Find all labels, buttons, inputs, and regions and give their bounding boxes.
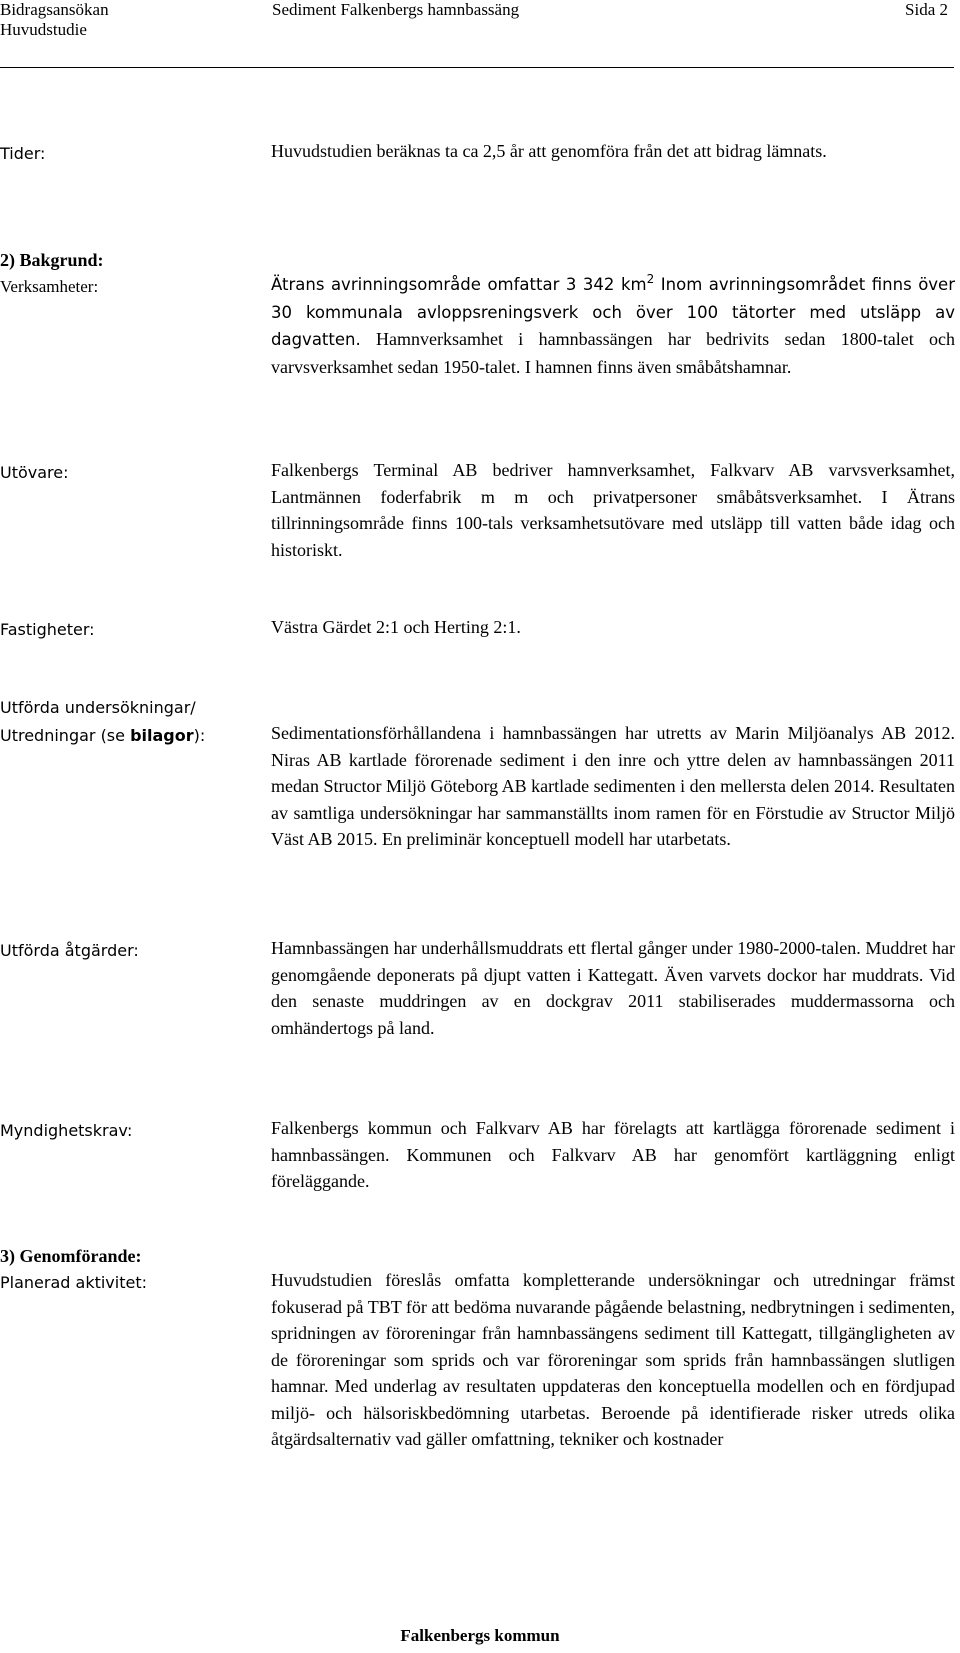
atgarder-label: Utförda åtgärder: (0, 941, 139, 960)
header-study-type: Huvudstudie (0, 20, 87, 39)
genomforande-heading: 3) Genomförande: (0, 1246, 142, 1266)
tider-label: Tider: (0, 144, 46, 163)
undersokningar-text: Sedimentationsförhållandena i hamnbassängen har utretts av Marin Miljöanalys AB 2012. Niras AB kartlade förorenade sediment i den inre och yttre delen av hamnbassängen 2011 medan Structor Miljö Göteborg AB kartlade sedimenten i den mellersta delen 2014. Resultaten av samtliga undersökningar har sammanställts inom ramen för en Förstudie av Structor Miljö Väst AB 2015. En preliminär konceptuell modell har utarbetats. (271, 723, 956, 849)
undersokningar-label-part1: Utredningar (se (0, 726, 131, 745)
tider-text: Huvudstudien beräknas ta ca 2,5 år att genomföra från det att bidrag lämnats. (271, 141, 827, 161)
km-superscript: 2 (646, 272, 655, 286)
header-document-title: Sediment Falkenbergs hamnbassäng (272, 0, 520, 19)
page-header (0, 0, 960, 40)
undersokningar-label-line1: Utförda undersökningar/ (0, 698, 196, 717)
fastigheter-text: Västra Gärdet 2:1 och Herting 2:1. (271, 617, 521, 637)
verksamheter-text-part3: Hamnverksamhet i hamnbassängen har bedrivits sedan 1800-talet och varvsverksamhet sedan 1950-talet. I hamnen finns även småbåtshamnar. (271, 329, 955, 377)
undersokningar-label-line2 (0, 722, 205, 749)
undersokningar-label-part2: ): (193, 726, 206, 745)
utovare-label: Utövare: (0, 463, 69, 482)
verksamheter-text (271, 271, 955, 380)
myndighetskrav-label: Myndighetskrav: (0, 1121, 133, 1140)
verksamheter-label: Verksamheter: (0, 277, 99, 296)
atgarder-text: Hamnbassängen har underhållsmuddrats ett flertal gånger under 1980-2000-talen. Muddret har genomgående deponerats på djupt vatten i Kattegatt. Även varvets dockor har muddrats. Vid den senaste muddringen av en dockgrav 2011 stabiliserades muddermassorna och omhändertogs på land. (271, 938, 955, 1038)
header-page-number: Sida 2 (905, 0, 948, 19)
bilagor-bold: bilagor (130, 726, 194, 745)
page-footer: Falkenbergs kommun (400, 1626, 560, 1645)
fastigheter-label: Fastigheter: (0, 620, 95, 639)
myndighetskrav-text: Falkenbergs kommun och Falkvarv AB har förelagts att kartlägga förorenade sediment i hamnbassängen. Kommunen och Falkvarv AB har genomfört kartläggning enligt föreläggande. (271, 1118, 955, 1191)
utovare-text: Falkenbergs Terminal AB bedriver hamnverksamhet, Falkvarv AB varvsverksamhet, Lantmännen foderfabrik m m och privatpersoner småbåtsverksamhet. I Ätrans tillrinningsområde finns 100-tals verksamhetsutövare med utsläpp till vatten både idag och historiskt. (271, 460, 955, 560)
bakgrund-heading: 2) Bakgrund: (0, 250, 104, 270)
planerad-aktivitet-label: Planerad aktivitet: (0, 1273, 147, 1292)
verksamheter-text-part2: Inom avrinningsområdet finns över 30 kommunala avloppsreningsverk och över 100 tätorter med utsläpp av dagvatten. (271, 275, 955, 349)
header-divider (0, 67, 954, 68)
verksamheter-text-part1: Ätrans avrinningsområde omfattar 3 342 km (271, 275, 647, 294)
planerad-aktivitet-text: Huvudstudien föreslås omfatta kompletterande undersökningar och utredningar främst fokuserad på TBT för att bedöma nuvarande pågående belastning, nedbrytningen i sedimenten, spridningen av föroreningar från hamnbassängens sediment till Kattegatt, tillgängligheten av de föroreningar som sprids och var föroreningar som sprids från hamnbassängen slutligen hamnar. Med underlag av resultaten uppdateras den konceptuella modellen och en fördjupad miljö- och hälsoriskbedömning utarbetas. Beroende på identifierade risker utreds olika åtgärdsalternativ vad gäller omfattning, tekniker och kostnader (271, 1270, 955, 1449)
header-document-type: Bidragsansökan (0, 0, 109, 19)
